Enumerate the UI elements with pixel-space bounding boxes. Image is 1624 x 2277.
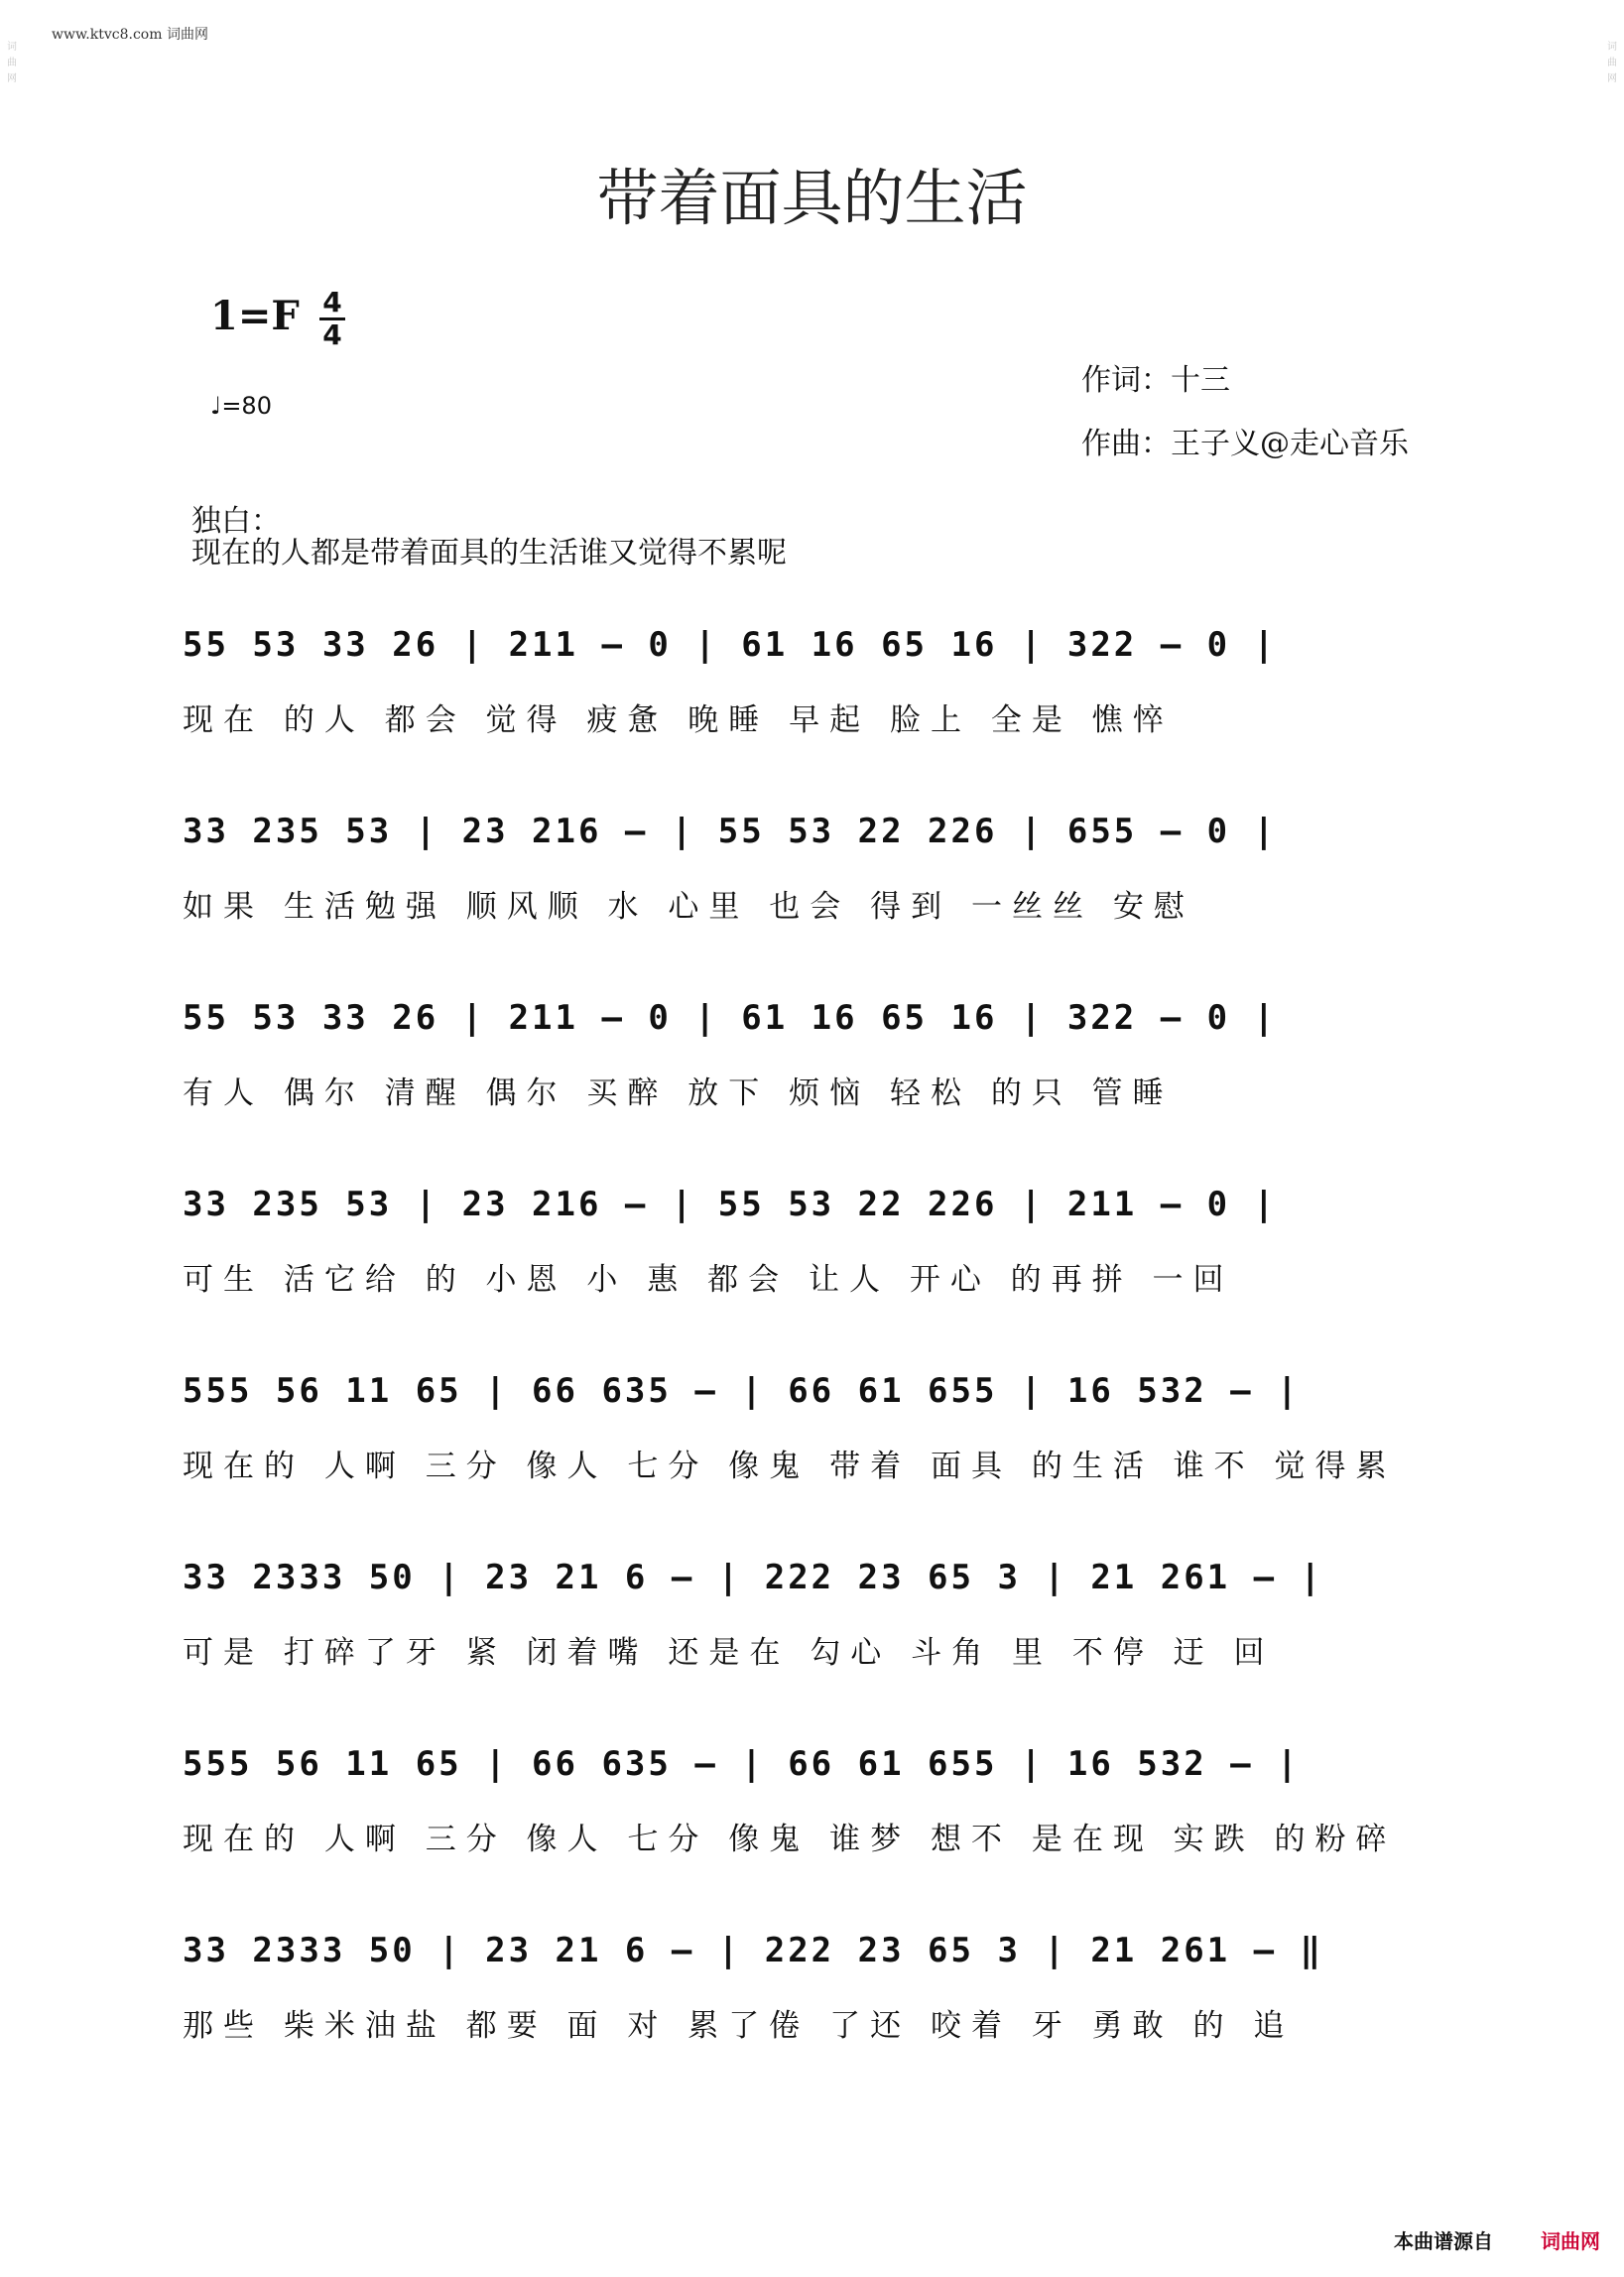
side-watermark-left: 词曲网 [7, 42, 17, 84]
score-row-6 [183, 1548, 1442, 1677]
lyric-line: 可生 活它给 的 小恩 小 惠 都会 让人 开心 的再拼 一回 [183, 1262, 1234, 1298]
lyric-line: 现在 的人 都会 觉得 疲惫 晚睡 早起 脸上 全是 憔悴 [183, 702, 1174, 738]
lyric-line: 现在的 人啊 三分 像人 七分 像鬼 带着 面具 的生活 谁不 觉得累 [183, 1449, 1397, 1484]
notation-line: 55 53 33 26 | 211 – 0 | 61 16 65 16 | 322 – 0 | [183, 998, 1278, 1038]
notation-line: 555 56 11 65 | 66 635 – | 66 61 655 | 16 532 – | [183, 1744, 1301, 1784]
notation-line: 33 235 53 | 23 216 – | 55 53 22 226 | 211 – 0 | [183, 1185, 1278, 1224]
site-url[interactable]: www.ktvc8.com 词曲网 [52, 27, 208, 43]
score-row-8 [183, 1921, 1442, 2050]
composer-credit: 作曲：王子义@走心音乐 [1081, 427, 1409, 461]
tempo-mark: ♩=80 [210, 392, 272, 420]
notation-line: 55 53 33 26 | 211 – 0 | 61 16 65 16 | 322 – 0 | [183, 625, 1278, 665]
score-row-7 [183, 1734, 1442, 1863]
time-signature-top: 4 [322, 286, 342, 318]
time-signature [315, 288, 349, 350]
side-watermark-right: 词曲网 [1607, 42, 1617, 84]
notation-line: 555 56 11 65 | 66 635 – | 66 61 655 | 16 532 – | [183, 1371, 1301, 1411]
lyric-line: 现在的 人啊 三分 像人 七分 像鬼 谁梦 想不 是在现 实跌 的粉碎 [183, 1822, 1397, 1857]
lyric-line: 可是 打碎了牙 紧 闭着嘴 还是在 勾心 斗角 里 不停 迂 回 [183, 1635, 1275, 1671]
score-row-5 [183, 1361, 1442, 1490]
lyric-line: 如果 生活勉强 顺风顺 水 心里 也会 得到 一丝丝 安慰 [183, 889, 1194, 925]
footer-source-label: 本曲谱源自 [1394, 2229, 1493, 2253]
lyricist-credit: 作词：十三 [1081, 363, 1230, 398]
score-row-3 [183, 988, 1442, 1117]
score-row-4 [183, 1175, 1442, 1304]
time-signature-bottom: 4 [322, 318, 342, 351]
monologue-label: 独白： [191, 504, 281, 539]
monologue-text: 现在的人都是带着面具的生活谁又觉得不累呢 [191, 536, 787, 570]
song-title: 带着面具的生活 [596, 162, 1028, 234]
score-row-2 [183, 802, 1442, 931]
lyric-line: 有人 偶尔 清醒 偶尔 买醉 放下 烦恼 轻松 的只 管睡 [183, 1075, 1174, 1111]
notation-line: 33 2333 50 | 23 21 6 – | 222 23 65 3 | 21 261 – ‖ [183, 1931, 1324, 1970]
notation-line: 33 235 53 | 23 216 – | 55 53 22 226 | 655 – 0 | [183, 812, 1278, 851]
lyric-line: 那些 柴米油盐 都要 面 对 累了倦 了还 咬着 牙 勇敢 的 追 [183, 2008, 1295, 2044]
notation-line: 33 2333 50 | 23 21 6 – | 222 23 65 3 | 21 261 – | [183, 1558, 1324, 1597]
key-signature: 1=F [210, 293, 300, 339]
footer-site-link[interactable]: 词曲网 [1541, 2229, 1600, 2253]
score-row-1 [183, 615, 1442, 744]
